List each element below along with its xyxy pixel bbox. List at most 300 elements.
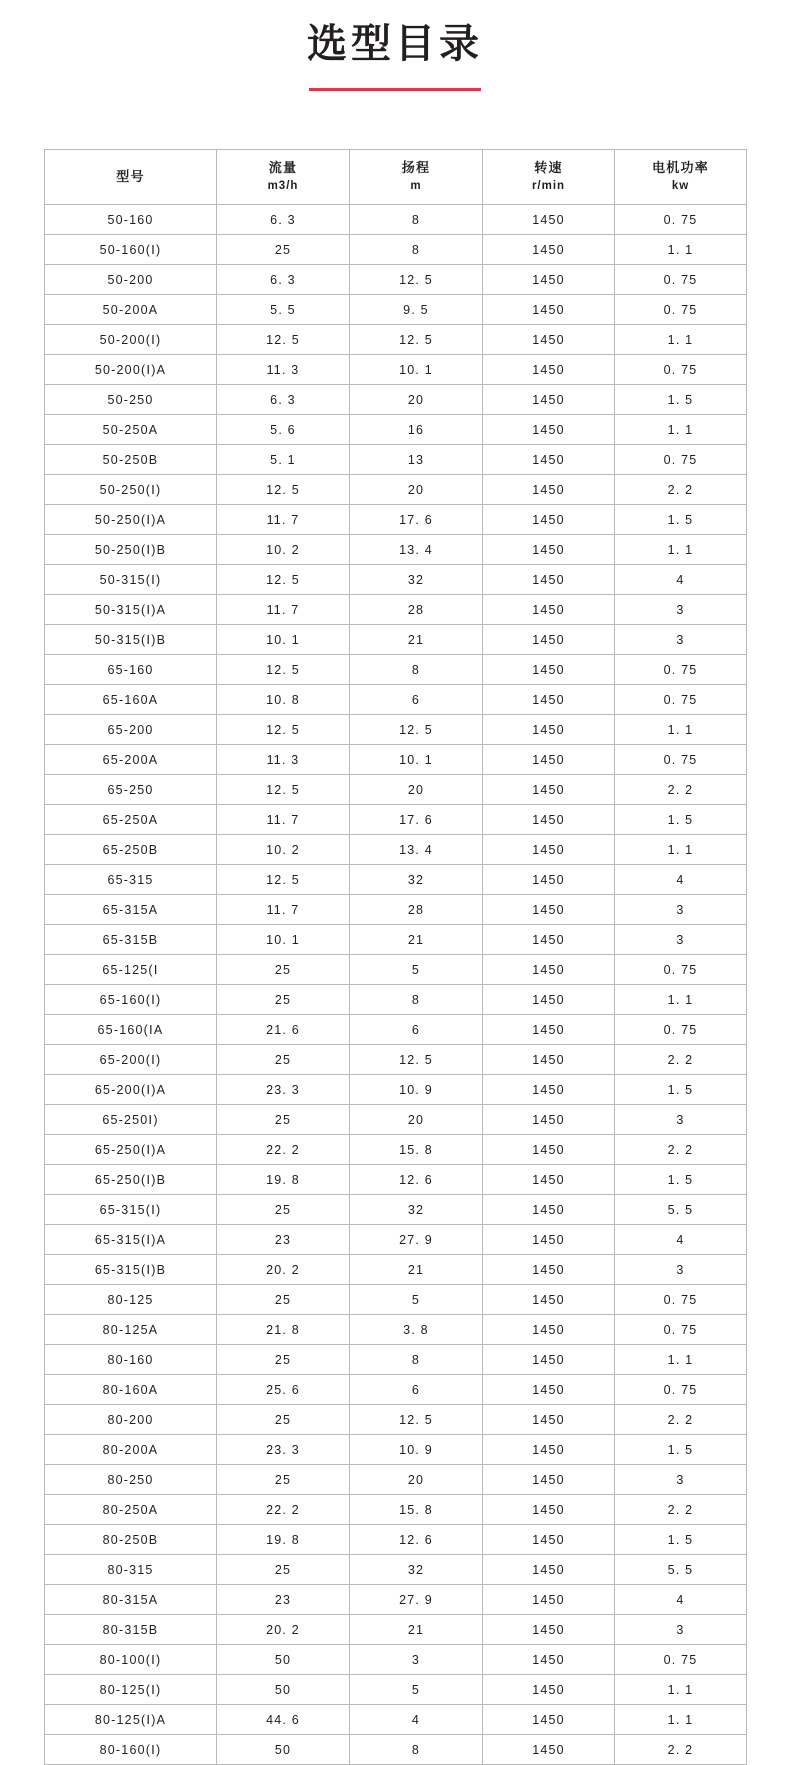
model-cell: 80-160 xyxy=(45,1345,217,1375)
value-cell: 1. 1 xyxy=(615,1675,747,1705)
model-cell: 80-200 xyxy=(45,1405,217,1435)
value-cell: 25 xyxy=(217,1555,350,1585)
value-cell: 1450 xyxy=(483,475,615,505)
value-cell: 1450 xyxy=(483,985,615,1015)
table-row xyxy=(45,1405,747,1435)
value-cell: 1450 xyxy=(483,1735,615,1765)
value-cell: 1450 xyxy=(483,1615,615,1645)
value-cell: 4 xyxy=(615,565,747,595)
value-cell: 21 xyxy=(350,1255,483,1285)
model-cell: 50-250(Ⅰ)B xyxy=(45,535,217,565)
model-cell: 65-250B xyxy=(45,835,217,865)
table-row xyxy=(45,1285,747,1315)
value-cell: 20 xyxy=(350,1465,483,1495)
value-cell: 12. 5 xyxy=(217,775,350,805)
value-cell: 10. 9 xyxy=(350,1075,483,1105)
value-cell: 32 xyxy=(350,1195,483,1225)
column-header-label: 电机功率 xyxy=(652,160,709,176)
table-row xyxy=(45,1315,747,1345)
value-cell: 5. 1 xyxy=(217,445,350,475)
value-cell: 6. 3 xyxy=(217,265,350,295)
table-row xyxy=(45,325,747,355)
table-row xyxy=(45,925,747,955)
value-cell: 0. 75 xyxy=(615,205,747,235)
model-cell: 65-160(ⅠA xyxy=(45,1015,217,1045)
table-row xyxy=(45,265,747,295)
value-cell: 1450 xyxy=(483,625,615,655)
value-cell: 1450 xyxy=(483,595,615,625)
model-cell: 80-315 xyxy=(45,1555,217,1585)
value-cell: 2. 2 xyxy=(615,775,747,805)
value-cell: 12. 5 xyxy=(350,265,483,295)
table-row xyxy=(45,1525,747,1555)
value-cell: 1. 1 xyxy=(615,1345,747,1375)
value-cell: 1450 xyxy=(483,805,615,835)
table-column-header xyxy=(615,150,747,205)
model-cell: 50-250 xyxy=(45,385,217,415)
value-cell: 12. 5 xyxy=(350,1405,483,1435)
value-cell: 21 xyxy=(350,1615,483,1645)
model-cell: 80-125A xyxy=(45,1315,217,1345)
value-cell: 0. 75 xyxy=(615,955,747,985)
value-cell: 6 xyxy=(350,685,483,715)
value-cell: 1450 xyxy=(483,775,615,805)
value-cell: 1. 1 xyxy=(615,535,747,565)
value-cell: 17. 6 xyxy=(350,505,483,535)
value-cell: 21. 6 xyxy=(217,1015,350,1045)
value-cell: 4 xyxy=(350,1705,483,1735)
value-cell: 25 xyxy=(217,985,350,1015)
value-cell: 1450 xyxy=(483,715,615,745)
value-cell: 6. 3 xyxy=(217,385,350,415)
value-cell: 1450 xyxy=(483,1645,615,1675)
value-cell: 10. 1 xyxy=(350,355,483,385)
value-cell: 2. 2 xyxy=(615,1045,747,1075)
value-cell: 0. 75 xyxy=(615,1315,747,1345)
model-cell: 65-250Ⅰ) xyxy=(45,1105,217,1135)
value-cell: 2. 2 xyxy=(615,1135,747,1165)
value-cell: 1450 xyxy=(483,1075,615,1105)
table-row xyxy=(45,625,747,655)
model-cell: 65-315(Ⅰ)B xyxy=(45,1255,217,1285)
value-cell: 5 xyxy=(350,1675,483,1705)
value-cell: 23. 3 xyxy=(217,1075,350,1105)
value-cell: 11. 7 xyxy=(217,595,350,625)
value-cell: 8 xyxy=(350,655,483,685)
value-cell: 1450 xyxy=(483,1555,615,1585)
value-cell: 1450 xyxy=(483,1585,615,1615)
value-cell: 10. 2 xyxy=(217,535,350,565)
table-row xyxy=(45,1255,747,1285)
value-cell: 25 xyxy=(217,235,350,265)
model-cell: 80-160A xyxy=(45,1375,217,1405)
value-cell: 1450 xyxy=(483,1195,615,1225)
model-cell: 65-250 xyxy=(45,775,217,805)
model-cell: 50-315(Ⅰ) xyxy=(45,565,217,595)
table-row xyxy=(45,445,747,475)
model-cell: 80-125 xyxy=(45,1285,217,1315)
table-row xyxy=(45,1555,747,1585)
table-row xyxy=(45,1075,747,1105)
value-cell: 0. 75 xyxy=(615,295,747,325)
value-cell: 8 xyxy=(350,205,483,235)
value-cell: 25 xyxy=(217,1405,350,1435)
value-cell: 1. 1 xyxy=(615,1705,747,1735)
value-cell: 1. 5 xyxy=(615,1435,747,1465)
table-row xyxy=(45,565,747,595)
value-cell: 32 xyxy=(350,865,483,895)
value-cell: 6 xyxy=(350,1015,483,1045)
value-cell: 2. 2 xyxy=(615,1495,747,1525)
value-cell: 5. 6 xyxy=(217,415,350,445)
column-header-unit: kw xyxy=(671,180,690,193)
value-cell: 1. 1 xyxy=(615,985,747,1015)
value-cell: 1450 xyxy=(483,925,615,955)
value-cell: 8 xyxy=(350,1735,483,1765)
value-cell: 0. 75 xyxy=(615,355,747,385)
table-row xyxy=(45,355,747,385)
table-row xyxy=(45,595,747,625)
value-cell: 1450 xyxy=(483,1705,615,1735)
model-cell: 65-315A xyxy=(45,895,217,925)
table-row xyxy=(45,1435,747,1465)
value-cell: 1. 5 xyxy=(615,505,747,535)
table-row xyxy=(45,865,747,895)
column-header-unit: r/min xyxy=(531,180,566,193)
value-cell: 20 xyxy=(350,1105,483,1135)
value-cell: 10. 1 xyxy=(217,925,350,955)
value-cell: 23 xyxy=(217,1225,350,1255)
model-cell: 65-160 xyxy=(45,655,217,685)
value-cell: 1450 xyxy=(483,415,615,445)
value-cell: 25 xyxy=(217,1195,350,1225)
value-cell: 8 xyxy=(350,1345,483,1375)
value-cell: 12. 5 xyxy=(217,565,350,595)
value-cell: 1450 xyxy=(483,1255,615,1285)
value-cell: 1450 xyxy=(483,1345,615,1375)
value-cell: 11. 7 xyxy=(217,805,350,835)
value-cell: 19. 8 xyxy=(217,1525,350,1555)
value-cell: 1. 5 xyxy=(615,1165,747,1195)
model-cell: 80-100(Ⅰ) xyxy=(45,1645,217,1675)
model-cell: 65-315(Ⅰ) xyxy=(45,1195,217,1225)
model-cell: 65-200(Ⅰ) xyxy=(45,1045,217,1075)
table-header xyxy=(45,150,747,205)
model-cell: 50-315(Ⅰ)B xyxy=(45,625,217,655)
table-row xyxy=(45,1045,747,1075)
value-cell: 1. 5 xyxy=(615,805,747,835)
value-cell: 12. 6 xyxy=(350,1525,483,1555)
value-cell: 0. 75 xyxy=(615,1285,747,1315)
table-row xyxy=(45,685,747,715)
value-cell: 20 xyxy=(350,475,483,505)
value-cell: 15. 8 xyxy=(350,1135,483,1165)
model-cell: 65-200 xyxy=(45,715,217,745)
value-cell: 8 xyxy=(350,235,483,265)
value-cell: 1450 xyxy=(483,1045,615,1075)
value-cell: 1. 1 xyxy=(615,415,747,445)
value-cell: 3 xyxy=(615,925,747,955)
value-cell: 12. 5 xyxy=(217,865,350,895)
table-row xyxy=(45,385,747,415)
value-cell: 1450 xyxy=(483,295,615,325)
value-cell: 11. 7 xyxy=(217,505,350,535)
model-cell: 65-315(Ⅰ)A xyxy=(45,1225,217,1255)
value-cell: 2. 2 xyxy=(615,1405,747,1435)
value-cell: 0. 75 xyxy=(615,1645,747,1675)
value-cell: 1450 xyxy=(483,1285,615,1315)
value-cell: 13 xyxy=(350,445,483,475)
model-cell: 80-160(Ⅰ) xyxy=(45,1735,217,1765)
table-row xyxy=(45,1105,747,1135)
table-row xyxy=(45,535,747,565)
value-cell: 3 xyxy=(615,1105,747,1135)
value-cell: 12. 5 xyxy=(350,1045,483,1075)
table-body xyxy=(45,205,747,1765)
value-cell: 25 xyxy=(217,1465,350,1495)
value-cell: 12. 5 xyxy=(217,325,350,355)
value-cell: 1450 xyxy=(483,1315,615,1345)
value-cell: 2. 2 xyxy=(615,475,747,505)
table-row xyxy=(45,1705,747,1735)
table-column-header xyxy=(217,150,350,205)
model-cell: 80-315A xyxy=(45,1585,217,1615)
table-row xyxy=(45,235,747,265)
value-cell: 1. 1 xyxy=(615,715,747,745)
value-cell: 25 xyxy=(217,1345,350,1375)
model-cell: 65-315 xyxy=(45,865,217,895)
page-title: 选型目录 xyxy=(307,22,483,66)
model-cell: 50-200(Ⅰ) xyxy=(45,325,217,355)
model-cell: 50-200 xyxy=(45,265,217,295)
value-cell: 5 xyxy=(350,955,483,985)
value-cell: 1450 xyxy=(483,1015,615,1045)
model-cell: 80-315B xyxy=(45,1615,217,1645)
table-row xyxy=(45,805,747,835)
value-cell: 50 xyxy=(217,1645,350,1675)
value-cell: 10. 1 xyxy=(217,625,350,655)
value-cell: 12. 5 xyxy=(217,715,350,745)
model-cell: 50-250A xyxy=(45,415,217,445)
value-cell: 1450 xyxy=(483,505,615,535)
model-cell: 80-250A xyxy=(45,1495,217,1525)
table-row xyxy=(45,1165,747,1195)
value-cell: 32 xyxy=(350,565,483,595)
value-cell: 1450 xyxy=(483,1405,615,1435)
table-header-row xyxy=(45,150,747,205)
value-cell: 21 xyxy=(350,625,483,655)
model-cell: 65-160(Ⅰ) xyxy=(45,985,217,1015)
value-cell: 1450 xyxy=(483,565,615,595)
table-row xyxy=(45,1015,747,1045)
value-cell: 50 xyxy=(217,1735,350,1765)
value-cell: 10. 2 xyxy=(217,835,350,865)
table-column-header xyxy=(350,150,483,205)
value-cell: 1. 5 xyxy=(615,1075,747,1105)
value-cell: 28 xyxy=(350,895,483,925)
value-cell: 12. 5 xyxy=(217,475,350,505)
value-cell: 9. 5 xyxy=(350,295,483,325)
value-cell: 0. 75 xyxy=(615,265,747,295)
value-cell: 1450 xyxy=(483,745,615,775)
model-cell: 65-200A xyxy=(45,745,217,775)
model-cell: 50-315(Ⅰ)A xyxy=(45,595,217,625)
value-cell: 27. 9 xyxy=(350,1585,483,1615)
value-cell: 23 xyxy=(217,1585,350,1615)
table-row xyxy=(45,835,747,865)
value-cell: 0. 75 xyxy=(615,745,747,775)
value-cell: 0. 75 xyxy=(615,445,747,475)
value-cell: 50 xyxy=(217,1675,350,1705)
value-cell: 4 xyxy=(615,1225,747,1255)
value-cell: 5. 5 xyxy=(217,295,350,325)
value-cell: 1. 5 xyxy=(615,385,747,415)
value-cell: 17. 6 xyxy=(350,805,483,835)
value-cell: 4 xyxy=(615,1585,747,1615)
value-cell: 16 xyxy=(350,415,483,445)
column-header-unit: m3/h xyxy=(267,180,299,193)
value-cell: 0. 75 xyxy=(615,1015,747,1045)
value-cell: 28 xyxy=(350,595,483,625)
value-cell: 1450 xyxy=(483,385,615,415)
value-cell: 20 xyxy=(350,775,483,805)
value-cell: 19. 8 xyxy=(217,1165,350,1195)
value-cell: 1450 xyxy=(483,355,615,385)
value-cell: 22. 2 xyxy=(217,1495,350,1525)
value-cell: 11. 3 xyxy=(217,355,350,385)
value-cell: 21 xyxy=(350,925,483,955)
table-row xyxy=(45,1615,747,1645)
table-row xyxy=(45,295,747,325)
value-cell: 12. 6 xyxy=(350,1165,483,1195)
table-row xyxy=(45,715,747,745)
model-cell: 50-160 xyxy=(45,205,217,235)
model-cell: 80-125(Ⅰ)A xyxy=(45,1705,217,1735)
column-header-label: 扬程 xyxy=(401,160,431,176)
value-cell: 1450 xyxy=(483,1465,615,1495)
value-cell: 1450 xyxy=(483,685,615,715)
value-cell: 1. 1 xyxy=(615,835,747,865)
value-cell: 12. 5 xyxy=(217,655,350,685)
value-cell: 0. 75 xyxy=(615,685,747,715)
table-row xyxy=(45,475,747,505)
model-cell: 65-250A xyxy=(45,805,217,835)
value-cell: 12. 5 xyxy=(350,715,483,745)
value-cell: 1450 xyxy=(483,955,615,985)
page-header xyxy=(0,0,790,91)
table-column-header xyxy=(483,150,615,205)
value-cell: 3 xyxy=(615,625,747,655)
model-cell: 50-200A xyxy=(45,295,217,325)
value-cell: 1450 xyxy=(483,1525,615,1555)
value-cell: 25 xyxy=(217,1045,350,1075)
model-cell: 65-250(Ⅰ)B xyxy=(45,1165,217,1195)
value-cell: 25 xyxy=(217,955,350,985)
value-cell: 20. 2 xyxy=(217,1255,350,1285)
model-cell: 50-250B xyxy=(45,445,217,475)
table-row xyxy=(45,1375,747,1405)
model-cell: 65-250(Ⅰ)A xyxy=(45,1135,217,1165)
table-row xyxy=(45,1345,747,1375)
value-cell: 25 xyxy=(217,1285,350,1315)
value-cell: 1. 1 xyxy=(615,325,747,355)
value-cell: 3 xyxy=(350,1645,483,1675)
value-cell: 0. 75 xyxy=(615,1375,747,1405)
value-cell: 10. 1 xyxy=(350,745,483,775)
value-cell: 1450 xyxy=(483,1435,615,1465)
value-cell: 5 xyxy=(350,1285,483,1315)
value-cell: 25 xyxy=(217,1105,350,1135)
value-cell: 12. 5 xyxy=(350,325,483,355)
pump-selection-table xyxy=(44,149,747,1765)
model-cell: 65-315B xyxy=(45,925,217,955)
table-row xyxy=(45,1195,747,1225)
value-cell: 6 xyxy=(350,1375,483,1405)
value-cell: 20. 2 xyxy=(217,1615,350,1645)
value-cell: 3. 8 xyxy=(350,1315,483,1345)
model-cell: 80-125(Ⅰ) xyxy=(45,1675,217,1705)
value-cell: 1450 xyxy=(483,1675,615,1705)
value-cell: 1450 xyxy=(483,835,615,865)
column-header-label: 型号 xyxy=(116,168,145,184)
value-cell: 11. 7 xyxy=(217,895,350,925)
model-cell: 50-250(Ⅰ)A xyxy=(45,505,217,535)
model-cell: 50-250(Ⅰ) xyxy=(45,475,217,505)
table-row xyxy=(45,1585,747,1615)
value-cell: 0. 75 xyxy=(615,655,747,685)
value-cell: 1450 xyxy=(483,1135,615,1165)
value-cell: 1450 xyxy=(483,1225,615,1255)
value-cell: 3 xyxy=(615,595,747,625)
value-cell: 5. 5 xyxy=(615,1555,747,1585)
table-row xyxy=(45,1495,747,1525)
model-cell: 80-250 xyxy=(45,1465,217,1495)
value-cell: 44. 6 xyxy=(217,1705,350,1735)
table-row xyxy=(45,1135,747,1165)
value-cell: 11. 3 xyxy=(217,745,350,775)
value-cell: 1450 xyxy=(483,1495,615,1525)
value-cell: 1450 xyxy=(483,655,615,685)
table-row xyxy=(45,985,747,1015)
value-cell: 8 xyxy=(350,985,483,1015)
table-row xyxy=(45,1675,747,1705)
value-cell: 15. 8 xyxy=(350,1495,483,1525)
value-cell: 1450 xyxy=(483,535,615,565)
value-cell: 1450 xyxy=(483,265,615,295)
value-cell: 22. 2 xyxy=(217,1135,350,1165)
value-cell: 13. 4 xyxy=(350,835,483,865)
value-cell: 1. 5 xyxy=(615,1525,747,1555)
table-row xyxy=(45,1645,747,1675)
value-cell: 6. 3 xyxy=(217,205,350,235)
value-cell: 3 xyxy=(615,895,747,925)
table-column-header xyxy=(45,150,217,205)
value-cell: 25. 6 xyxy=(217,1375,350,1405)
value-cell: 1450 xyxy=(483,1165,615,1195)
value-cell: 1450 xyxy=(483,445,615,475)
value-cell: 27. 9 xyxy=(350,1225,483,1255)
value-cell: 3 xyxy=(615,1615,747,1645)
value-cell: 1450 xyxy=(483,865,615,895)
value-cell: 1450 xyxy=(483,1375,615,1405)
column-header-label: 流量 xyxy=(268,160,298,176)
value-cell: 4 xyxy=(615,865,747,895)
model-cell: 65-125(Ⅰ xyxy=(45,955,217,985)
table-row xyxy=(45,655,747,685)
value-cell: 1450 xyxy=(483,1105,615,1135)
column-header-unit: m xyxy=(410,180,422,193)
model-cell: 80-200A xyxy=(45,1435,217,1465)
